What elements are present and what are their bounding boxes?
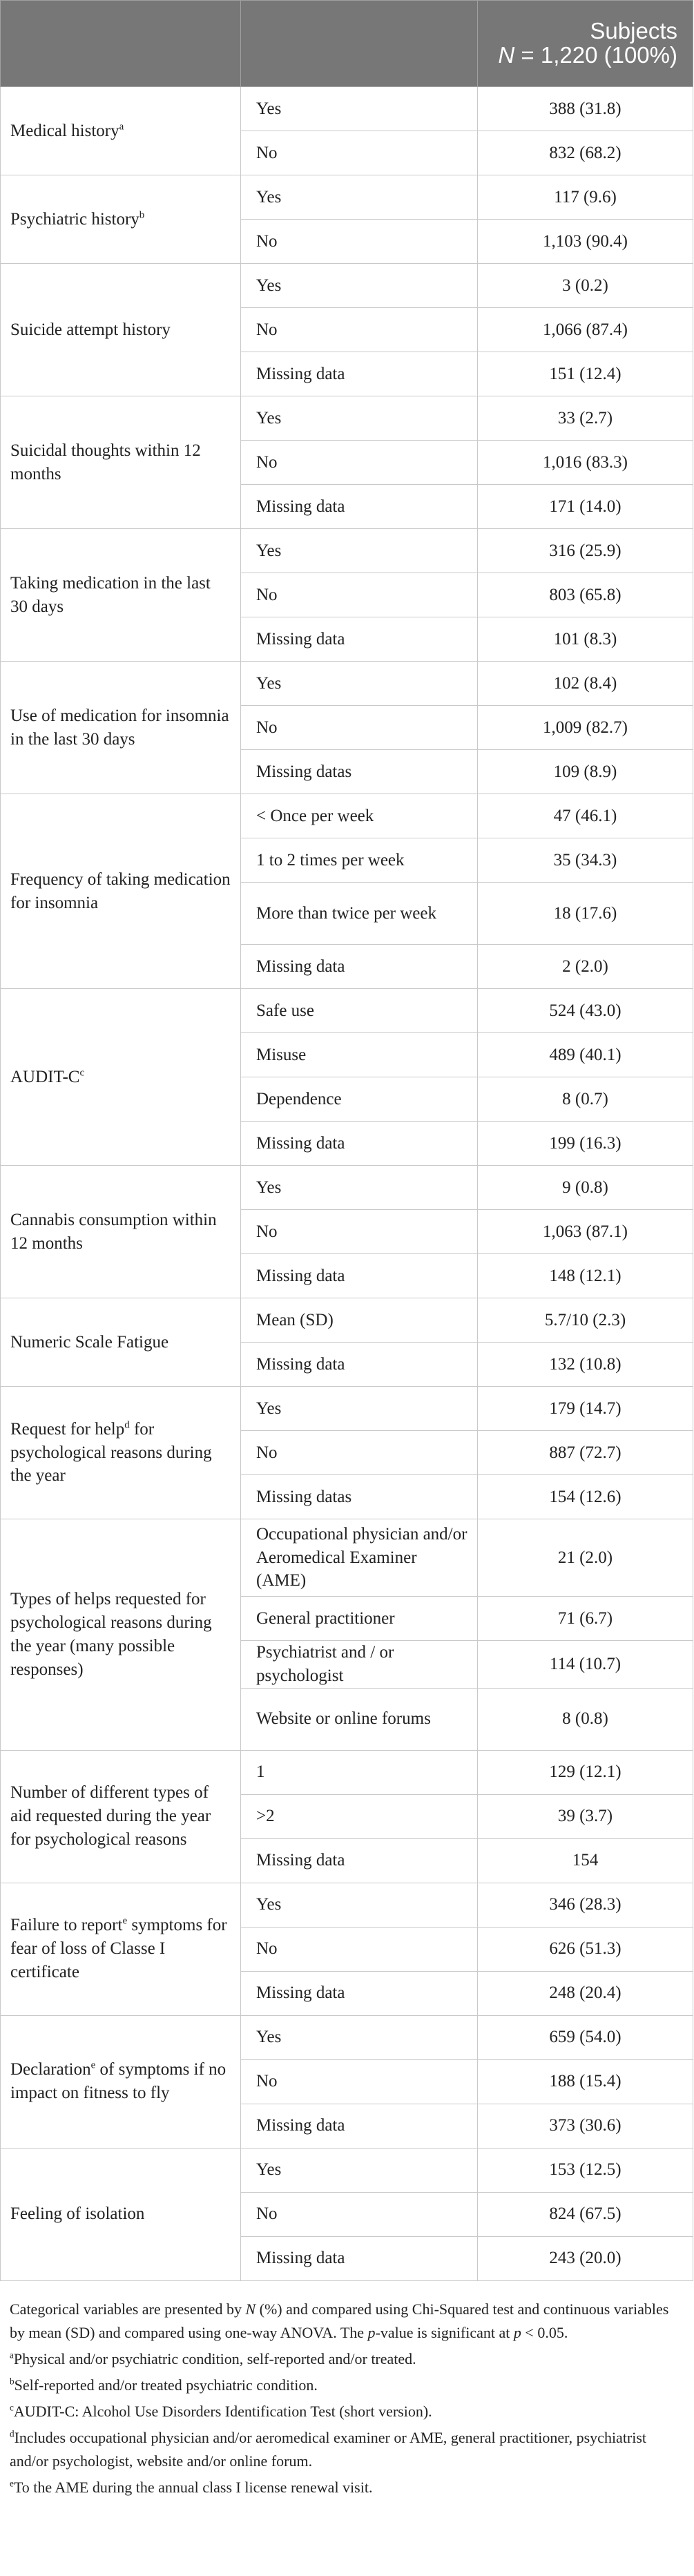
category-cell: Missing data [241, 2236, 478, 2280]
variable-label-text: Declaration [10, 2060, 91, 2079]
footnote [10, 2476, 683, 2499]
table-row [1, 529, 693, 573]
footnote-marker: b [10, 2376, 15, 2387]
value-cell: 887 (72.7) [478, 1431, 693, 1475]
category-cell: Yes [241, 87, 478, 131]
value-cell: 803 (65.8) [478, 573, 693, 617]
value-cell: 148 (12.1) [478, 1254, 693, 1298]
variable-label [1, 1519, 241, 1751]
footnote-text: Includes occupational physician and/or aeromedical examiner or AME, general practitioner, psychiatrist and/or psychologist, website and/or online forum. [10, 2428, 647, 2470]
category-cell: Yes [241, 529, 478, 573]
note-general [10, 2298, 683, 2345]
header-variable [1, 1, 241, 87]
value-cell: 248 (20.4) [478, 1971, 693, 2015]
value-cell: 101 (8.3) [478, 617, 693, 662]
category-cell: No [241, 2059, 478, 2104]
value-cell: 117 (9.6) [478, 175, 693, 220]
value-cell: 388 (31.8) [478, 87, 693, 131]
variable-label [1, 264, 241, 396]
header-n-value: = 1,220 (100%) [521, 42, 677, 68]
category-cell: Misuse [241, 1033, 478, 1077]
footnote-marker: a [10, 2349, 14, 2361]
category-cell: Yes [241, 2015, 478, 2059]
variable-label-text: Suicidal thoughts within 12 months [10, 441, 201, 483]
category-cell: Missing datas [241, 750, 478, 794]
header-subjects-title: Subjects [590, 18, 677, 44]
category-cell: Missing data [241, 2104, 478, 2148]
footnotes [10, 2347, 683, 2500]
value-cell: 109 (8.9) [478, 750, 693, 794]
value-cell: 243 (20.0) [478, 2236, 693, 2280]
category-cell: < Once per week [241, 794, 478, 838]
footnote-marker: e [122, 1916, 128, 1928]
category-cell: No [241, 1210, 478, 1254]
note-text: -value is significant at [375, 2323, 514, 2341]
table-row [1, 794, 693, 838]
table-row [1, 1166, 693, 1210]
value-cell: 132 (10.8) [478, 1343, 693, 1387]
category-cell: Safe use [241, 989, 478, 1033]
category-cell: Yes [241, 1166, 478, 1210]
value-cell: 8 (0.8) [478, 1688, 693, 1750]
category-cell: Website or online forums [241, 1688, 478, 1750]
table-row [1, 175, 693, 220]
value-cell: 3 (0.2) [478, 264, 693, 308]
category-cell: Missing data [241, 617, 478, 662]
value-cell: 188 (15.4) [478, 2059, 693, 2104]
category-cell: 1 [241, 1750, 478, 1794]
value-cell: 1,103 (90.4) [478, 220, 693, 264]
value-cell: 626 (51.3) [478, 1927, 693, 1971]
variable-label [1, 175, 241, 264]
variable-label [1, 2148, 241, 2280]
table-row [1, 1883, 693, 1927]
value-cell: 33 (2.7) [478, 396, 693, 441]
header-category [241, 1, 478, 87]
category-cell: No [241, 706, 478, 750]
value-cell: 2 (2.0) [478, 945, 693, 989]
category-cell: Yes [241, 396, 478, 441]
category-cell: Missing data [241, 1971, 478, 2015]
variable-label [1, 2015, 241, 2148]
variable-label [1, 87, 241, 175]
value-cell: 153 (12.5) [478, 2148, 693, 2192]
value-cell: 832 (68.2) [478, 131, 693, 175]
header-row [1, 1, 693, 87]
category-cell: No [241, 573, 478, 617]
header-n-symbol: N [498, 42, 515, 68]
footnote [10, 2400, 683, 2423]
value-cell: 35 (34.3) [478, 838, 693, 883]
value-cell: 179 (14.7) [478, 1387, 693, 1431]
variable-label-text: Medical history [10, 121, 119, 140]
variable-label-text: Cannabis consumption within 12 months [10, 1210, 217, 1253]
note-text: N [245, 2300, 256, 2318]
table-row [1, 2015, 693, 2059]
value-cell: 114 (10.7) [478, 1641, 693, 1689]
category-cell: No [241, 1431, 478, 1475]
value-cell: 346 (28.3) [478, 1883, 693, 1927]
table-row [1, 1750, 693, 1794]
value-cell: 9 (0.8) [478, 1166, 693, 1210]
category-cell: Missing data [241, 1343, 478, 1387]
value-cell: 1,009 (82.7) [478, 706, 693, 750]
value-cell: 8 (0.7) [478, 1077, 693, 1122]
category-cell: Yes [241, 2148, 478, 2192]
note-text: (%) and compared using Chi-Squared test and continuous variables by mean (SD) and compared using one-way ANOVA. The [10, 2300, 669, 2341]
table-row [1, 989, 693, 1033]
footnote [10, 2374, 683, 2397]
footnote-text: Self-reported and/or treated psychiatric condition. [14, 2376, 318, 2394]
variable-label [1, 1298, 241, 1387]
value-cell: 154 (12.6) [478, 1475, 693, 1519]
category-cell: No [241, 131, 478, 175]
category-cell: Dependence [241, 1077, 478, 1122]
variable-label-text: Number of different types of aid requested during the year for psychological reasons [10, 1783, 211, 1849]
value-cell: 171 (14.0) [478, 485, 693, 529]
value-cell: 47 (46.1) [478, 794, 693, 838]
variable-label-text: Frequency of taking medication for insomnia [10, 869, 231, 912]
value-cell: 659 (54.0) [478, 2015, 693, 2059]
value-cell: 39 (3.7) [478, 1794, 693, 1838]
value-cell: 1,066 (87.4) [478, 308, 693, 352]
table-row [1, 396, 693, 441]
category-cell: Missing datas [241, 1475, 478, 1519]
variable-label-text: Use of medication for insomnia in the last 30 days [10, 706, 229, 749]
category-cell: 1 to 2 times per week [241, 838, 478, 883]
variable-label-text: Psychiatric history [10, 209, 139, 229]
category-cell: More than twice per week [241, 883, 478, 945]
footnote-marker: c [79, 1067, 85, 1079]
category-cell: Yes [241, 264, 478, 308]
table-row [1, 264, 693, 308]
category-cell: Missing data [241, 352, 478, 396]
footnote [10, 2347, 683, 2371]
value-cell: 5.7/10 (2.3) [478, 1298, 693, 1343]
variable-label [1, 529, 241, 662]
category-cell: Missing data [241, 1254, 478, 1298]
value-cell: 18 (17.6) [478, 883, 693, 945]
variable-label [1, 1387, 241, 1519]
variable-label-text: Numeric Scale Fatigue [10, 1332, 169, 1352]
variable-label-rest: of symptoms if no impact on fitness to fly [10, 2060, 226, 2102]
category-cell: Yes [241, 1387, 478, 1431]
table-row [1, 2148, 693, 2192]
variable-label [1, 396, 241, 529]
footnote-marker: e [10, 2478, 14, 2489]
table-row [1, 1298, 693, 1343]
category-cell: Mean (SD) [241, 1298, 478, 1343]
table-body [1, 87, 693, 2281]
category-cell: General practitioner [241, 1597, 478, 1641]
category-cell: Missing data [241, 1838, 478, 1883]
value-cell: 489 (40.1) [478, 1033, 693, 1077]
variable-label [1, 1750, 241, 1883]
value-cell: 129 (12.1) [478, 1750, 693, 1794]
footnote-marker: d [10, 2428, 15, 2439]
footnote-text: AUDIT-C: Alcohol Use Disorders Identification Test (short version). [13, 2402, 432, 2420]
category-cell: No [241, 1927, 478, 1971]
header-subjects [478, 1, 693, 87]
note-text: Categorical variables are presented by [10, 2300, 246, 2318]
variable-label-text: Types of helps requested for psychological reasons during the year (many possible responses) [10, 1590, 212, 1679]
variable-label [1, 1166, 241, 1298]
category-cell: No [241, 2192, 478, 2236]
category-cell: Missing data [241, 945, 478, 989]
value-cell: 373 (30.6) [478, 2104, 693, 2148]
variable-label-text: Request for help [10, 1419, 125, 1439]
variable-label-rest: symptoms for fear of loss of Classe I certificate [10, 1916, 227, 1981]
variable-label [1, 1883, 241, 2015]
table-row [1, 1387, 693, 1431]
variable-label [1, 989, 241, 1166]
category-cell: Yes [241, 175, 478, 220]
variable-label-text: Feeling of isolation [10, 2204, 145, 2224]
variable-label-text: Suicide attempt history [10, 320, 171, 339]
category-cell: Psychiatrist and / or psychologist [241, 1641, 478, 1689]
footnote-marker: e [90, 2059, 96, 2071]
value-cell: 21 (2.0) [478, 1519, 693, 1597]
category-cell: Yes [241, 1883, 478, 1927]
table-row [1, 1519, 693, 1597]
value-cell: 151 (12.4) [478, 352, 693, 396]
footnote-marker: d [124, 1419, 130, 1431]
footnote [10, 2426, 683, 2473]
category-cell: Occupational physician and/or Aeromedical Examiner (AME) [241, 1519, 478, 1597]
variable-label [1, 794, 241, 989]
footnote-marker: c [10, 2402, 14, 2413]
variable-label-rest: for psychological reasons during the year [10, 1419, 212, 1486]
value-cell: 824 (67.5) [478, 2192, 693, 2236]
category-cell: >2 [241, 1794, 478, 1838]
footnote-text: Physical and/or psychiatric condition, self-reported and/or treated. [13, 2349, 416, 2367]
category-cell: Yes [241, 662, 478, 706]
value-cell: 102 (8.4) [478, 662, 693, 706]
footnote-marker: b [139, 209, 145, 221]
value-cell: 154 [478, 1838, 693, 1883]
value-cell: 524 (43.0) [478, 989, 693, 1033]
category-cell: Missing data [241, 485, 478, 529]
note-text: < 0.05. [521, 2323, 568, 2341]
value-cell: 71 (6.7) [478, 1597, 693, 1641]
variable-label-text: AUDIT-C [10, 1067, 80, 1086]
value-cell: 199 (16.3) [478, 1122, 693, 1166]
table-row [1, 87, 693, 131]
value-cell: 316 (25.9) [478, 529, 693, 573]
category-cell: No [241, 441, 478, 485]
category-cell: No [241, 308, 478, 352]
table-notes [0, 2281, 693, 2500]
variable-label-text: Failure to report [10, 1916, 123, 1935]
value-cell: 1,063 (87.1) [478, 1210, 693, 1254]
category-cell: No [241, 220, 478, 264]
variable-label [1, 662, 241, 794]
footnote-marker: a [119, 121, 124, 133]
category-cell: Missing data [241, 1122, 478, 1166]
variable-label-text: Taking medication in the last 30 days [10, 573, 211, 616]
note-text: p [367, 2323, 376, 2341]
value-cell: 1,016 (83.3) [478, 441, 693, 485]
note-text: p [513, 2323, 521, 2341]
table-row [1, 662, 693, 706]
footnote-text: To the AME during the annual class I license renewal visit. [13, 2479, 373, 2497]
